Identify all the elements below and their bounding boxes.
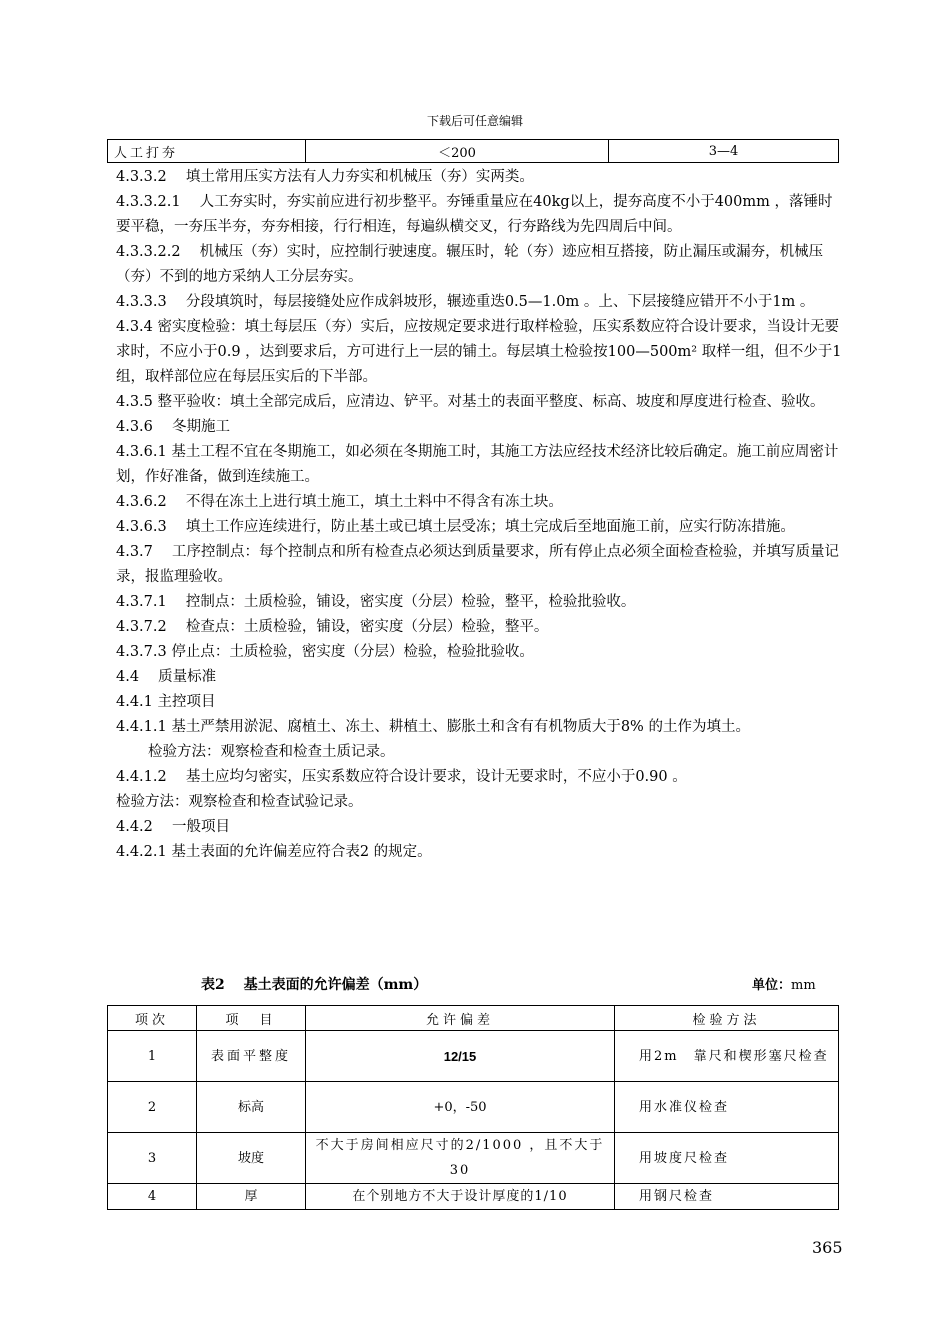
body-text bbox=[116, 165, 846, 865]
paragraph: 检验方法：观察检查和检查土质记录。 bbox=[148, 744, 395, 760]
table-cell: 表面平整度 bbox=[197, 1031, 306, 1082]
tolerance-table bbox=[107, 1005, 839, 1210]
table-row bbox=[108, 1133, 839, 1184]
table-cell: 3 bbox=[108, 1133, 197, 1184]
paragraph: 4.3.7.3 停止点：土质检验，密实度（分层）检验，检验批验收。 bbox=[116, 644, 534, 660]
paragraph: 4.3.6.1 基土工程不宜在冬期施工，如必须在冬期施工时，其施工方法应经技术经济比较后确定。施工前应周密计划，作好准备，做到连续施工。 bbox=[116, 444, 839, 485]
paragraph: 4.3.7.2 检查点：土质检验，铺设，密实度（分层）检验，整平。 bbox=[116, 619, 549, 635]
column-header: 项 目 bbox=[197, 1006, 306, 1031]
paragraph: 4.3.7.1 控制点：土质检验，铺设，密实度（分层）检验，整平，检验批验收。 bbox=[116, 594, 636, 610]
table-cell: 标高 bbox=[197, 1082, 306, 1133]
section-heading: 4.3.6 冬期施工 bbox=[116, 419, 231, 435]
unit-label-text: 单位： bbox=[752, 978, 792, 993]
table-header-row bbox=[108, 1006, 839, 1031]
paragraph: 4.3.7 工序控制点：每个控制点和所有检查点必须达到质量要求，所有停止点必须全面检查检验，并填写质量记录，报监理验收。 bbox=[116, 544, 839, 585]
table-cell: 3—4 bbox=[609, 140, 839, 163]
section-heading: 4.4.2 一般项目 bbox=[116, 819, 231, 835]
paragraph: 4.3.6.2 不得在冻土上进行填土施工，填土土料中不得含有冻土块。 bbox=[116, 494, 563, 510]
table-cell: 用水准仪检查 bbox=[615, 1082, 839, 1133]
table-cell: 不大于房间相应尺寸的2/1000 ，且不大于30 bbox=[306, 1133, 615, 1184]
paragraph: 4.4.2.1 基土表面的允许偏差应符合表2 的规定。 bbox=[116, 844, 432, 860]
unit-label bbox=[752, 974, 816, 993]
table-row bbox=[108, 1031, 839, 1082]
paragraph: 检验方法：观察检查和检查试验记录。 bbox=[116, 794, 363, 810]
top-table bbox=[107, 139, 839, 163]
table-cell: +0，-50 bbox=[306, 1082, 615, 1133]
table-caption: 表2 基土表面的允许偏差（mm） bbox=[201, 977, 428, 993]
table-cell: 12/15 bbox=[306, 1031, 615, 1082]
table-cell: 在个别地方不大于设计厚度的1/10 bbox=[306, 1184, 615, 1210]
table-cell: 人工打夯 bbox=[108, 140, 306, 163]
paragraph: 4.4.1.2 基土应均匀密实，压实系数应符合设计要求，设计无要求时，不应小于0.90 。 bbox=[116, 769, 687, 785]
table-cell: 坡度 bbox=[197, 1133, 306, 1184]
page-number: 365 bbox=[812, 1238, 843, 1257]
section-heading: 4.4.1 主控项目 bbox=[116, 694, 216, 710]
table-cell: 1 bbox=[108, 1031, 197, 1082]
table-row bbox=[108, 1184, 839, 1210]
paragraph: 4.3.3.2.2 机械压（夯）实时，应控制行驶速度。辗压时，轮（夯）迹应相互搭接，防止漏压或漏夯，机械压（夯）不到的地方采纳人工分层夯实。 bbox=[116, 244, 824, 285]
paragraph: 4.3.5 整平验收：填土全部完成后，应清边、铲平。对基土的表面平整度、标高、坡度和厚度进行检查、验收。 bbox=[116, 394, 825, 410]
column-header: 项次 bbox=[108, 1006, 197, 1031]
column-header: 检验方法 bbox=[615, 1006, 839, 1031]
table-cell: 用坡度尺检查 bbox=[615, 1133, 839, 1184]
paragraph: 4.3.3.2 填土常用压实方法有人力夯实和机械压（夯）实两类。 bbox=[116, 169, 534, 185]
section-heading: 4.4 质量标准 bbox=[116, 669, 217, 685]
paragraph: 4.3.6.3 填土工作应连续进行，防止基土或已填土层受冻；填土完成后至地面施工前，应实行防冻措施。 bbox=[116, 519, 795, 535]
table-cell: 厚 bbox=[197, 1184, 306, 1210]
table-cell: 用钢尺检查 bbox=[615, 1184, 839, 1210]
paragraph: 4.3.3.3 分段填筑时，每层接缝处应作成斜坡形，辗迹重迭0.5—1.0m 。上、下层接缝应错开不小于1m 。 bbox=[116, 294, 815, 310]
paragraph: 4.4.1.1 基土严禁用淤泥、腐植土、冻土、耕植土、膨胀土和含有有机物质大于8% 的土作为填土。 bbox=[116, 719, 750, 735]
paragraph: 4.3.4 密实度检验：填土每层压（夯）实后，应按规定要求进行取样检验，压实系数应符合设计要求，当设计无要求时，不应小于0.9 ，达到要求后，方可进行上一层的铺土。每层填土检验按100—500m² 取样一组，但不少于1 组，取样部位应在每层压实后的下半部。 bbox=[116, 319, 842, 385]
table-row bbox=[108, 140, 839, 163]
table-cell: 用2m 靠尺和楔形塞尺检查 bbox=[615, 1031, 839, 1082]
page-header: 下载后可任意编辑 bbox=[426, 114, 523, 128]
table-cell: 4 bbox=[108, 1184, 197, 1210]
column-header: 允许偏差 bbox=[306, 1006, 615, 1031]
table-cell: 2 bbox=[108, 1082, 197, 1133]
table-cell: ＜200 bbox=[306, 140, 609, 163]
table-row bbox=[108, 1082, 839, 1133]
paragraph: 4.3.3.2.1 人工夯实时，夯实前应进行初步整平。夯锤重量应在40kg以上，提夯高度不小于400mm ，落锤时要平稳，一夯压半夯，夯夯相接，行行相连，每遍纵横交叉，行夯路线为先四周后中间。 bbox=[116, 194, 833, 235]
unit-value: mm bbox=[791, 978, 816, 993]
